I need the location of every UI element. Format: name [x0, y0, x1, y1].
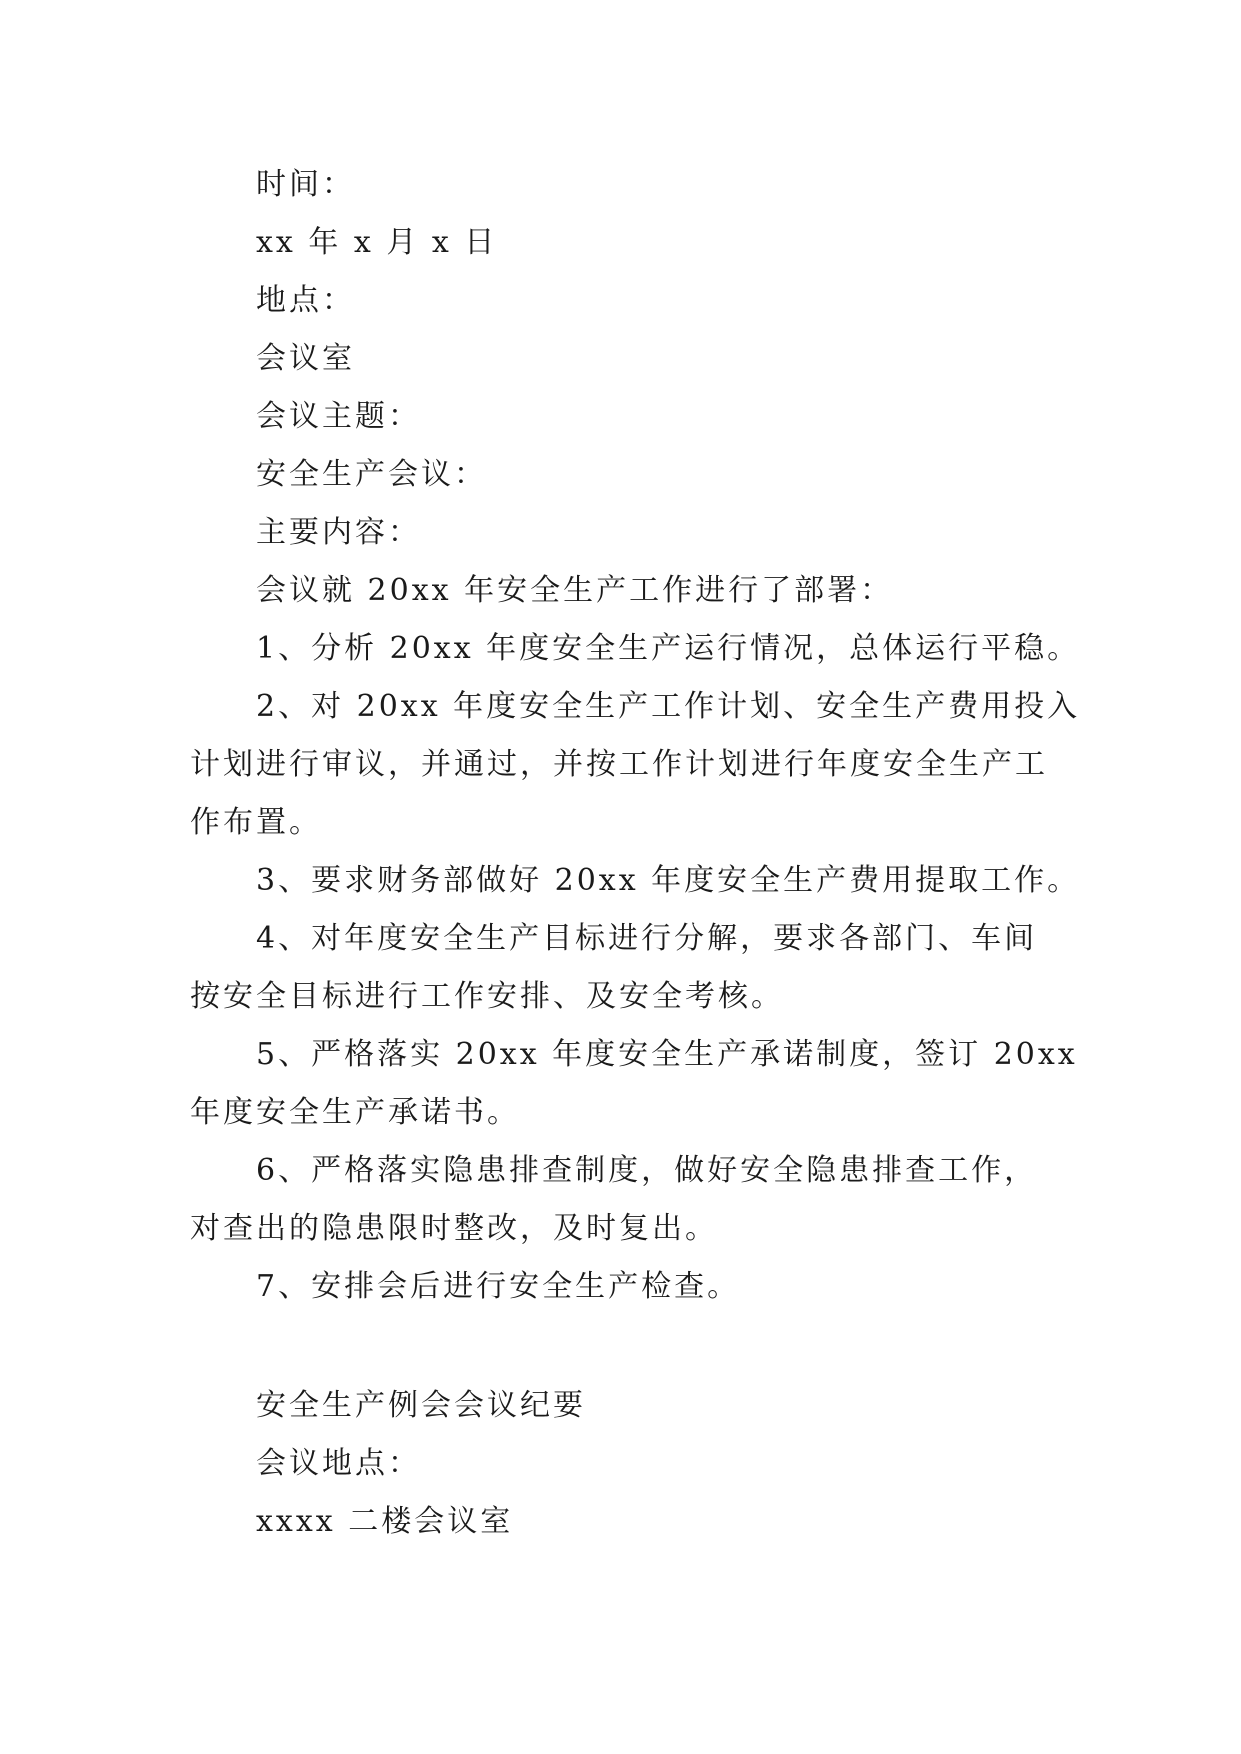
item-2-line-1: 2、对 20xx 年度安全生产工作计划、安全生产费用投入 [256, 689, 1081, 724]
item-3: 3、要求财务部做好 20xx 年度安全生产费用提取工作。 [256, 863, 1081, 898]
section-title: 安全生产例会会议纪要 [256, 1388, 586, 1423]
item-7: 7、安排会后进行安全生产检查。 [256, 1269, 741, 1304]
location-label: 地点： [256, 283, 355, 318]
content-label: 主要内容： [256, 515, 421, 550]
topic-value: 安全生产会议： [256, 457, 487, 492]
item-2-line-2: 计划进行审议，并通过，并按工作计划进行年度安全生产工 [190, 747, 1048, 782]
content-intro: 会议就 20xx 年安全生产工作进行了部署： [256, 573, 894, 608]
topic-label: 会议主题： [256, 399, 421, 434]
item-5-line-2: 年度安全生产承诺书。 [190, 1095, 520, 1130]
item-4-line-2: 按安全目标进行工作安排、及安全考核。 [190, 979, 784, 1014]
time-label: 时间： [256, 167, 355, 202]
meeting-location-label: 会议地点： [256, 1446, 421, 1481]
item-5-line-1: 5、严格落实 20xx 年度安全生产承诺制度，签订 20xx [256, 1037, 1078, 1072]
date-value: xx 年 x 月 x 日 [256, 225, 498, 260]
item-6-line-2: 对查出的隐患限时整改，及时复出。 [190, 1211, 718, 1246]
item-6-line-1: 6、严格落实隐患排查制度，做好安全隐患排查工作， [256, 1153, 1038, 1188]
item-1: 1、分析 20xx 年度安全生产运行情况，总体运行平稳。 [256, 631, 1081, 666]
item-2-line-3: 作布置。 [190, 805, 322, 840]
item-4-line-1: 4、对年度安全生产目标进行分解，要求各部门、车间 [256, 921, 1038, 956]
meeting-location-value: xxxx 二楼会议室 [256, 1504, 514, 1539]
location-value: 会议室 [256, 341, 355, 376]
